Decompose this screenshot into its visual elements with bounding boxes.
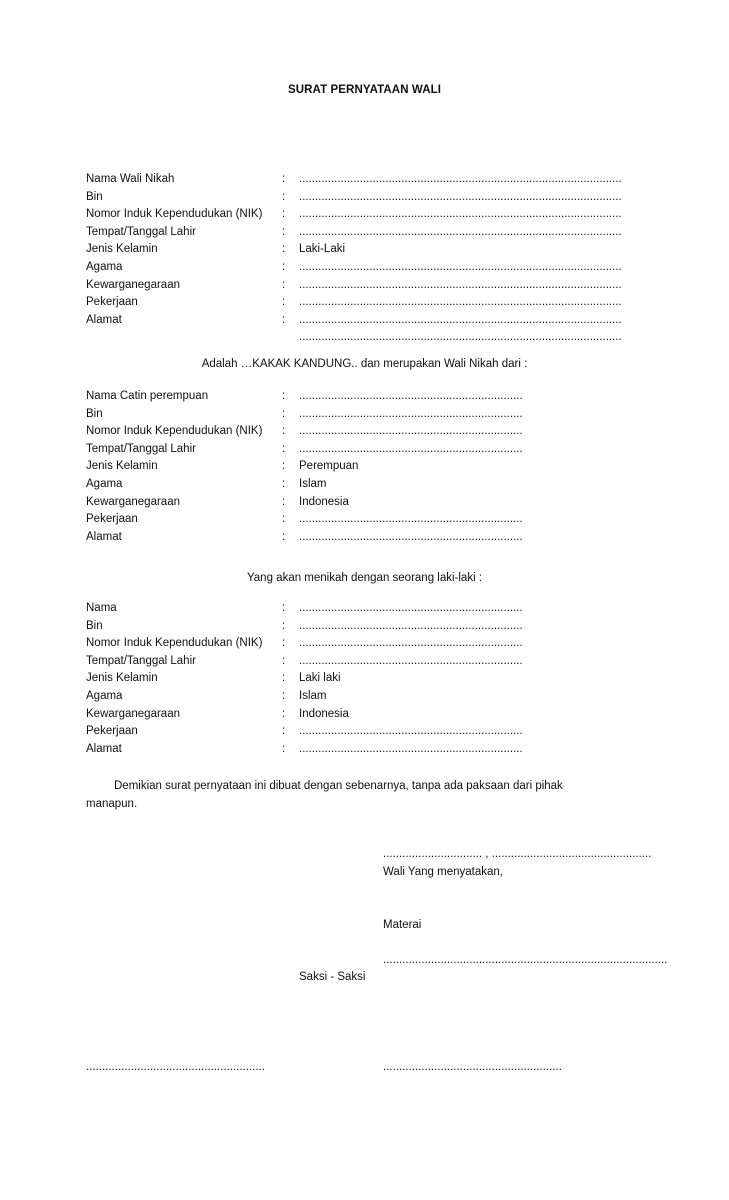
field-label: Pekerjaan xyxy=(86,725,138,738)
field-value: Laki-Laki xyxy=(299,243,346,256)
field-colon: : xyxy=(282,208,286,221)
witness-heading: Saksi - Saksi xyxy=(299,971,366,983)
field-value: ...................................................................... xyxy=(299,742,523,755)
field-colon: : xyxy=(282,243,286,256)
declarant-label: Wali Yang menyatakan, xyxy=(383,866,503,878)
field-row xyxy=(86,529,646,547)
field-row xyxy=(86,423,646,441)
field-row xyxy=(86,670,646,688)
field-value: Perempuan xyxy=(299,460,359,473)
field-value: Laki laki xyxy=(299,672,341,685)
field-row xyxy=(86,741,646,759)
field-colon: : xyxy=(282,619,286,632)
field-value: Islam xyxy=(299,689,327,702)
field-colon: : xyxy=(282,225,286,238)
field-value: ..................................................................................................... xyxy=(299,225,622,238)
field-label: Jenis Kelamin xyxy=(86,243,158,256)
field-colon: : xyxy=(282,495,286,508)
field-colon: : xyxy=(282,190,286,203)
field-label: Alamat xyxy=(86,530,122,543)
field-colon: : xyxy=(282,689,286,702)
witness-right-line: ........................................................ xyxy=(383,1061,562,1073)
field-label: Kewarganegaraan xyxy=(86,707,180,720)
field-value: ..................................................................................................... xyxy=(299,260,622,273)
field-row xyxy=(86,723,646,741)
field-value: ...................................................................... xyxy=(299,407,523,420)
field-colon: : xyxy=(282,477,286,490)
field-value: ...................................................................... xyxy=(299,725,523,738)
field-label: Nomor Induk Kependudukan (NIK) xyxy=(86,425,263,438)
field-label: Bin xyxy=(86,619,103,632)
relation-text: Adalah …KAKAK KANDUNG.. dan merupakan Wali Nikah dari : xyxy=(201,358,528,370)
field-colon: : xyxy=(282,407,286,420)
field-value: ...................................................................... xyxy=(299,390,523,402)
field-row xyxy=(86,294,646,312)
groom-intro-text: Yang akan menikah dengan seorang laki-laki : xyxy=(246,572,483,584)
closing-text: Demikian surat pernyataan ini dibuat dengan sebenarnya, tanpa ada paksaan dari pihak manapun. xyxy=(86,780,563,810)
field-label: Tempat/Tanggal Lahir xyxy=(86,442,196,455)
field-label: Pekerjaan xyxy=(86,296,138,309)
field-colon: : xyxy=(282,742,286,755)
address-line-2: ..................................................................................................... xyxy=(299,331,622,344)
field-label: Kewarganegaraan xyxy=(86,278,180,291)
field-label: Nama xyxy=(86,602,117,614)
field-row xyxy=(86,511,646,529)
field-value: ..................................................................................................... xyxy=(299,296,622,309)
field-label: Nama Wali Nikah xyxy=(86,173,175,185)
wali-section xyxy=(86,171,646,347)
field-row xyxy=(86,224,646,242)
field-row xyxy=(86,635,646,653)
field-colon: : xyxy=(282,296,286,309)
field-value: ...................................................................... xyxy=(299,619,523,632)
field-label: Tempat/Tanggal Lahir xyxy=(86,654,196,667)
field-value: ...................................................................... xyxy=(299,530,523,543)
field-row xyxy=(86,329,646,347)
field-value: ..................................................................................................... xyxy=(299,190,622,203)
groom-section xyxy=(86,600,646,758)
place-date-line: ............................... , .................................................. xyxy=(383,848,652,860)
field-row xyxy=(86,653,646,671)
bride-section xyxy=(86,388,646,546)
field-value: Islam xyxy=(299,477,327,490)
field-label: Bin xyxy=(86,190,103,203)
field-row xyxy=(86,494,646,512)
field-label: Tempat/Tanggal Lahir xyxy=(86,225,196,238)
field-row xyxy=(86,441,646,459)
field-value: ...................................................................... xyxy=(299,637,523,650)
field-row xyxy=(86,600,646,618)
field-label: Jenis Kelamin xyxy=(86,460,158,473)
field-colon: : xyxy=(282,278,286,291)
field-value: ..................................................................................................... xyxy=(299,173,622,185)
field-row xyxy=(86,277,646,295)
document-title: SURAT PERNYATAAN WALI xyxy=(287,84,442,96)
field-colon: : xyxy=(282,513,286,526)
field-label: Nomor Induk Kependudukan (NIK) xyxy=(86,208,263,221)
field-row xyxy=(86,241,646,259)
field-row xyxy=(86,312,646,330)
field-colon: : xyxy=(282,725,286,738)
field-label: Jenis Kelamin xyxy=(86,672,158,685)
field-value: ...................................................................... xyxy=(299,602,523,614)
closing-paragraph xyxy=(86,777,606,813)
field-colon: : xyxy=(282,460,286,473)
field-colon: : xyxy=(282,637,286,650)
field-colon: : xyxy=(282,313,286,326)
field-value: ..................................................................................................... xyxy=(299,208,622,221)
field-row xyxy=(86,206,646,224)
field-row xyxy=(86,476,646,494)
field-colon: : xyxy=(282,260,286,273)
field-label: Alamat xyxy=(86,313,122,326)
witness-left-line: ........................................................ xyxy=(86,1061,265,1073)
field-colon: : xyxy=(282,442,286,455)
field-label: Bin xyxy=(86,407,103,420)
field-value: ..................................................................................................... xyxy=(299,313,622,326)
field-value: ..................................................................................................... xyxy=(299,278,622,291)
field-value: ...................................................................... xyxy=(299,442,523,455)
field-colon: : xyxy=(282,602,286,614)
field-colon: : xyxy=(282,425,286,438)
field-row xyxy=(86,458,646,476)
field-row xyxy=(86,388,646,406)
declarant-name-line: ......................................................................................... xyxy=(383,954,668,966)
field-row xyxy=(86,706,646,724)
field-label: Agama xyxy=(86,260,123,273)
field-label: Nomor Induk Kependudukan (NIK) xyxy=(86,637,263,650)
field-row xyxy=(86,259,646,277)
field-value: ...................................................................... xyxy=(299,425,523,438)
field-colon: : xyxy=(282,530,286,543)
field-value: Indonesia xyxy=(299,707,349,720)
field-label: Agama xyxy=(86,477,123,490)
field-colon: : xyxy=(282,173,286,185)
field-row xyxy=(86,406,646,424)
field-label: Pekerjaan xyxy=(86,513,138,526)
field-label: Kewarganegaraan xyxy=(86,495,180,508)
field-label: Nama Catin perempuan xyxy=(86,390,209,402)
field-row xyxy=(86,171,646,189)
field-colon: : xyxy=(282,707,286,720)
field-colon: : xyxy=(282,672,286,685)
field-label: Alamat xyxy=(86,742,122,755)
field-value: ...................................................................... xyxy=(299,513,523,526)
field-value: Indonesia xyxy=(299,495,349,508)
field-value: ...................................................................... xyxy=(299,654,523,667)
field-colon: : xyxy=(282,654,286,667)
field-colon: : xyxy=(282,390,286,402)
stamp-label: Materai xyxy=(383,919,422,931)
field-row xyxy=(86,688,646,706)
field-row xyxy=(86,618,646,636)
field-row xyxy=(86,189,646,207)
field-label: Agama xyxy=(86,689,123,702)
